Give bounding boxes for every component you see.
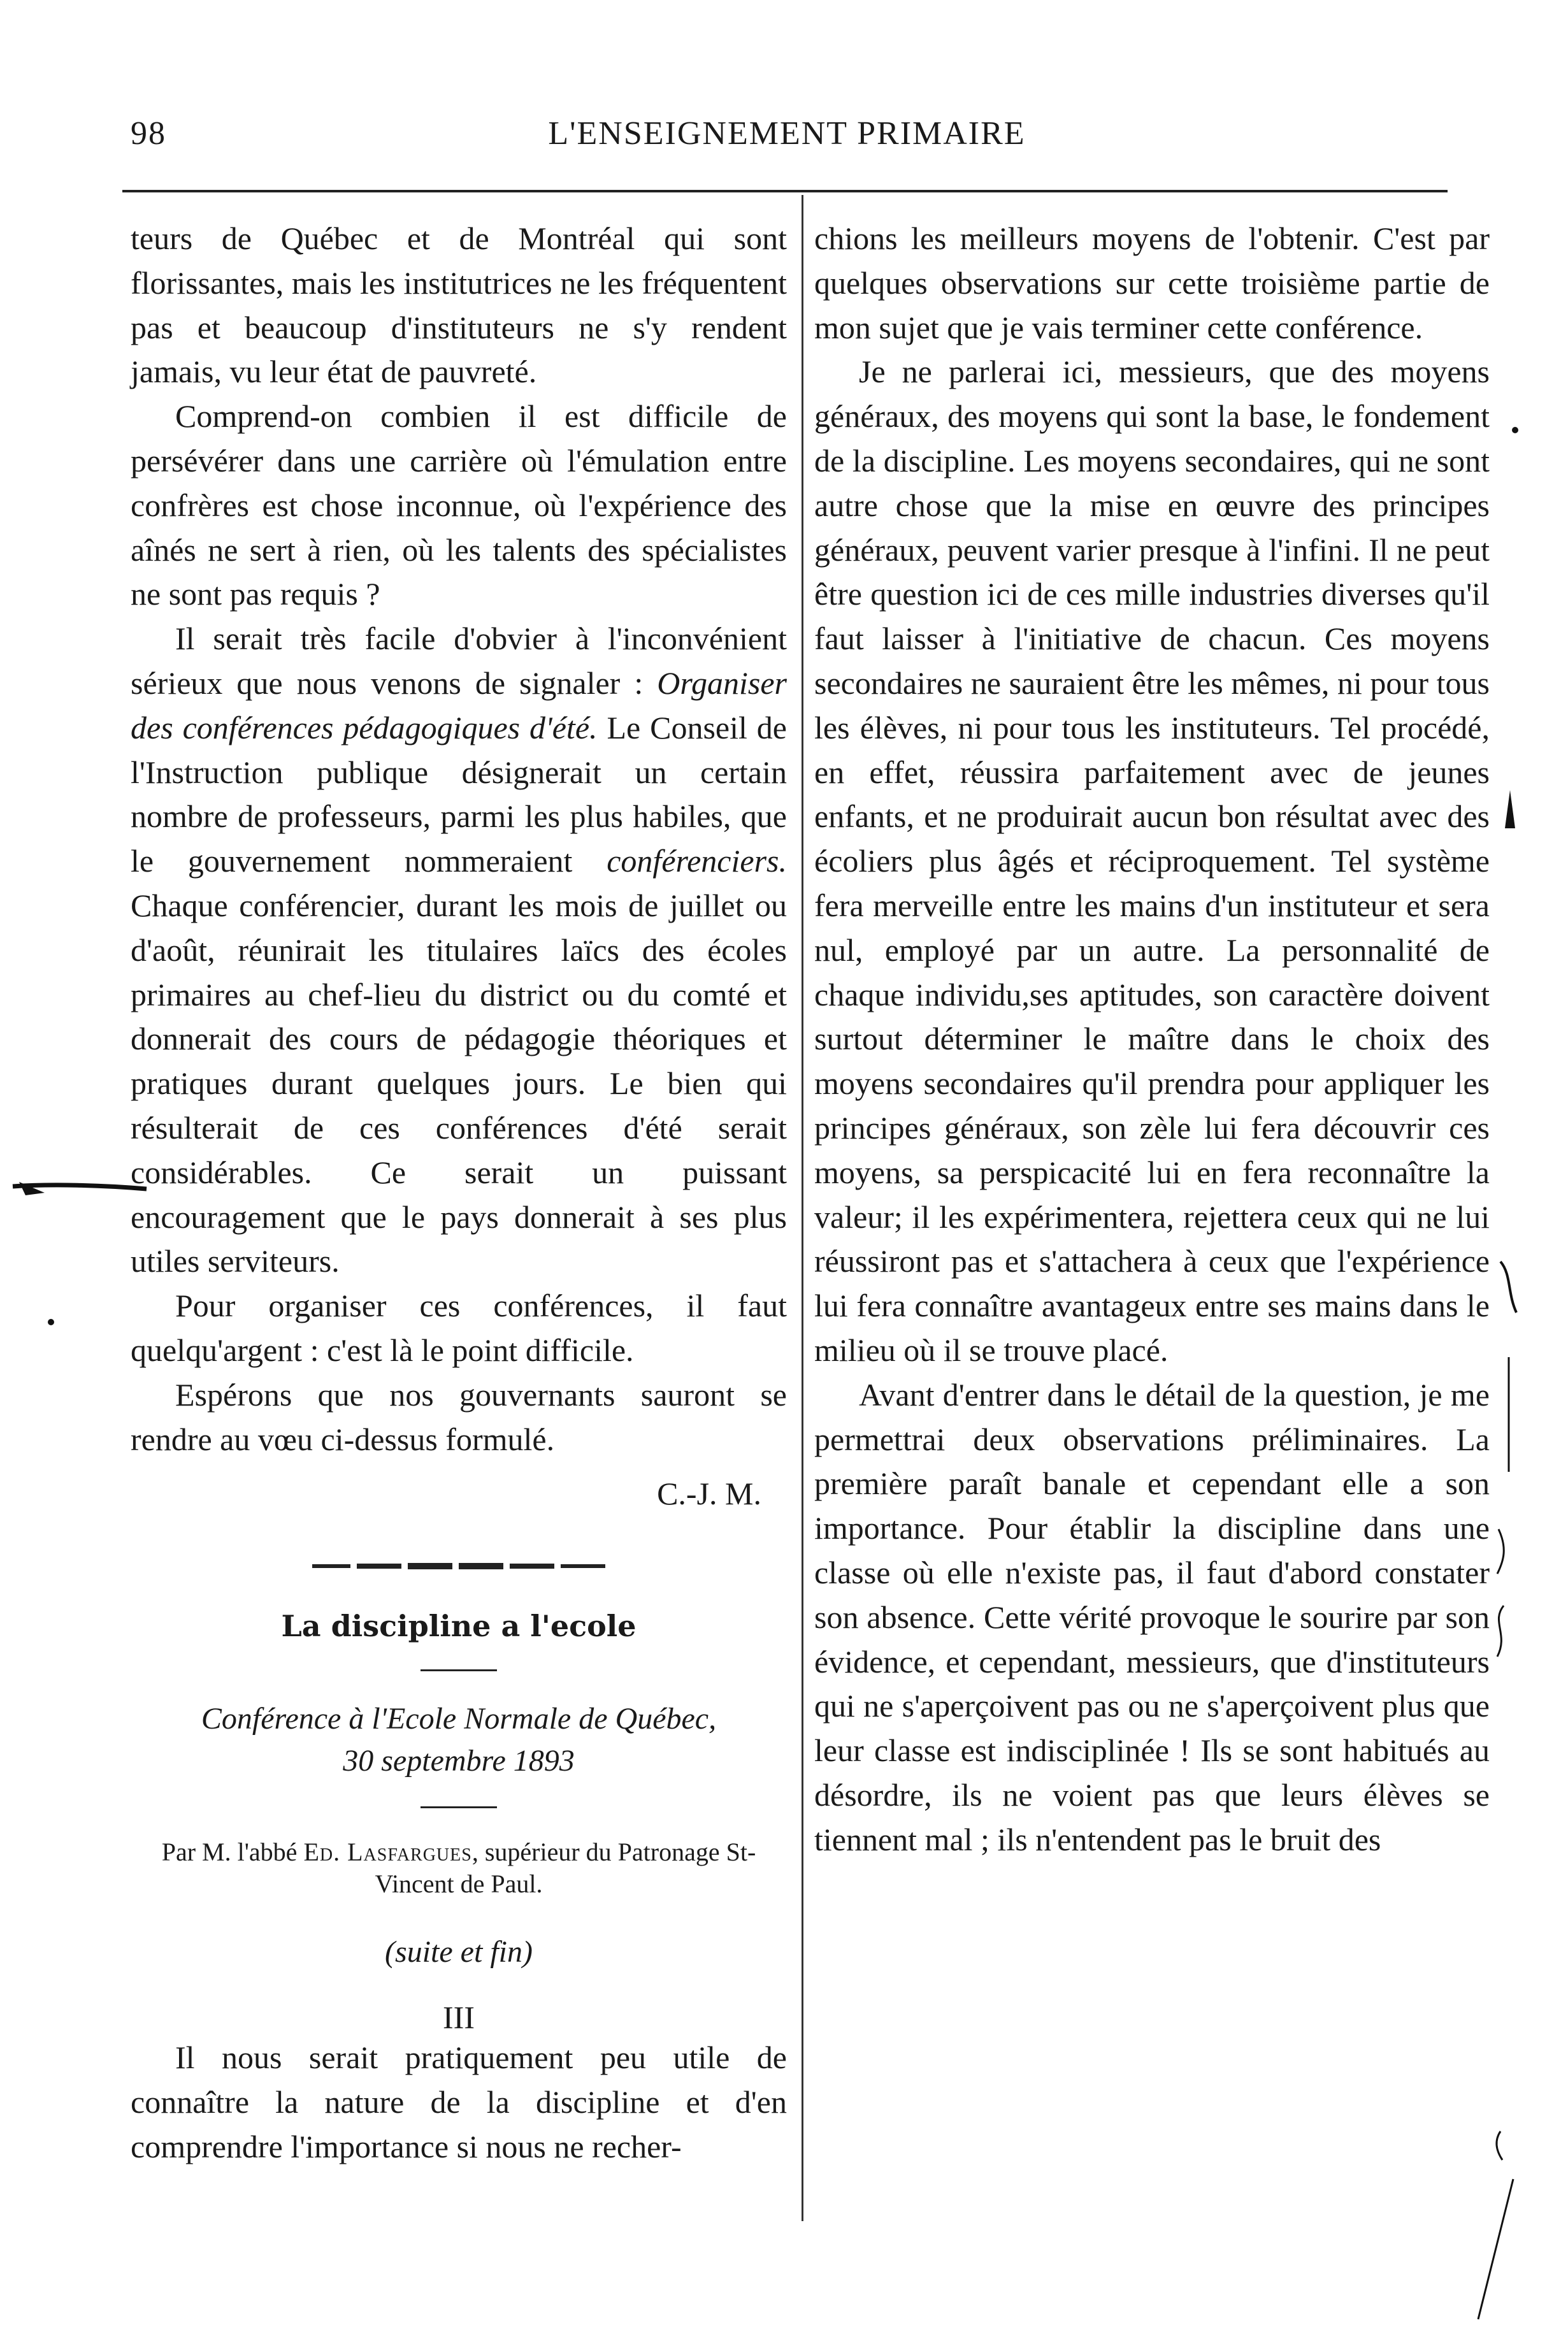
right-column: [814, 217, 1490, 1862]
signature: C.-J. M.: [657, 1476, 761, 1512]
article-subtitle: [131, 1698, 787, 1782]
ornament-divider: [312, 1562, 605, 1570]
column-separator: [802, 195, 803, 2221]
page-header: [131, 115, 1443, 159]
author-prefix: Par M. l'abbé: [161, 1838, 304, 1867]
paragraph: Avant d'entrer dans le détail de la question, je me permettrai deux observations préliminaires. La première paraît banale et cependant elle a son importance. Pour établir la discipline dans une classe où elle n'existe pas, il faut d'abord constater son absence. Cette vérité provoque le sourire par son évidence, et cependant, messieurs, que d'instituteurs qui ne s'aperçoivent pas ou ne s'aperçoivent plus que leur classe est indisciplinée ! Ils se sont habitués au désordre, ils ne voient pas que leurs élèves se tiennent mal ; ils n'entendent pas le bruit des: [814, 1376, 1490, 1857]
paragraph: Comprend-on combien il est difficile de persévérer dans une carrière où l'émulation entre confrères est chose inconnue, où l'expérience des aînés ne sert à rien, où les talents des spécialistes ne sont pas requis ?: [131, 398, 787, 612]
text-run: Chaque conférencier, durant les mois de juillet ou d'août, réunirait les titulaires laïcs des écoles primaires au chef-lieu du district ou du comté et donnerait des cours de pédagogie théoriques et pratiques durant quelques jours. Le bien qui résulterait de ces conférences d'été serait considérables. Ce serait un puissant encouragement que le pays donnerait à ses plus utiles serviteurs.: [131, 887, 787, 1279]
paragraph: [131, 617, 787, 1284]
text-run: Il serait très facile d'obvier à l'inconvénient sérieux que nous venons de signaler :: [131, 621, 787, 701]
subtitle-rule: [421, 1806, 497, 1808]
paragraph: Il nous serait pratiquement peu utile de connaître la nature de la discipline et d'en comprendre l'importance si nous ne recher-: [131, 2040, 787, 2164]
header-rule: [122, 190, 1448, 192]
subtitle-line: Conférence à l'Ecole Normale de Québec,: [201, 1702, 717, 1736]
paragraph: Espérons que nos gouvernants sauront se rendre au vœu ci-dessus formulé.: [131, 1376, 787, 1457]
paragraph: Pour organiser ces conférences, il faut quelqu'argent : c'est là le point difficile.: [131, 1288, 787, 1368]
left-column: [131, 217, 787, 2170]
continuation-note: (suite et fin): [385, 1935, 533, 1969]
article-title: La discipline a l'ecole: [281, 1609, 637, 1644]
subtitle-date: 30 septembre 1893: [343, 1744, 575, 1778]
italic-phrase: Organiser des conférences pédagogiques d'été.: [131, 665, 787, 745]
paragraph: chions les meilleurs moyens de l'obtenir. C'est par quelques observations sur cette troisième partie de mon sujet que je vais terminer cette conférence.: [814, 220, 1490, 345]
running-title: L'ENSEIGNEMENT PRIMAIRE: [548, 115, 1026, 152]
author-suffix: , supérieur du Patronage St-Vincent de Paul.: [375, 1838, 756, 1899]
italic-phrase: conférenciers.: [607, 843, 787, 879]
paragraph: teurs de Québec et de Montréal qui sont florissantes, mais les institutrices ne les fréquentent pas et beaucoup d'instituteurs ne s'y rendent jamais, vu leur état de pauvreté.: [131, 220, 787, 390]
section-number: III: [443, 1999, 475, 2036]
title-rule: [421, 1669, 497, 1671]
author-name: Ed. Lasfargues: [303, 1838, 472, 1867]
paragraph: Je ne parlerai ici, messieurs, que des moyens généraux, des moyens qui sont la base, le fondement de la discipline. Les moyens secondaires, qui ne sont autre chose que la mise en œuvre des principes généraux, peuvent varier presque à l'infini. Il ne peut être question ici de ces mille industries diverses qu'il faut laisser à l'initiative de chacun. Ces moyens secondaires ne sauraient être les mêmes, ni pour tous les élèves, ni pour tous les instituteurs. Tel procédé, en effet, réussira parfaitement avec de jeunes enfants, et ne produirait aucun bon résultat avec des écoliers plus âgés et réciproquement. Tel système fera merveille entre les mains d'un instituteur et sera nul, employé par un autre. La personnalité de chaque individu,ses aptitudes, son caractère doivent surtout déterminer le maître dans le choix des moyens secondaires qu'il prendra pour appliquer les principes généraux, son zèle lui fera découvrir ces moyens, sa perspicacité lui en fera reconnaître la valeur; il les expérimentera, rejettera ceux qui ne lui réussiront pas et s'attachera à ceux que l'expérience lui fera connaître avantageux entre ses mains dans le milieu où il se trouve placé.: [814, 354, 1490, 1368]
text-run: Le Conseil de l'Instruction publique désignerait un certain nombre de professeurs, parmi les plus habiles, que le gouvernement nommeraient: [131, 709, 787, 879]
page-number: 98: [131, 115, 166, 152]
article-author: [131, 1836, 787, 1900]
